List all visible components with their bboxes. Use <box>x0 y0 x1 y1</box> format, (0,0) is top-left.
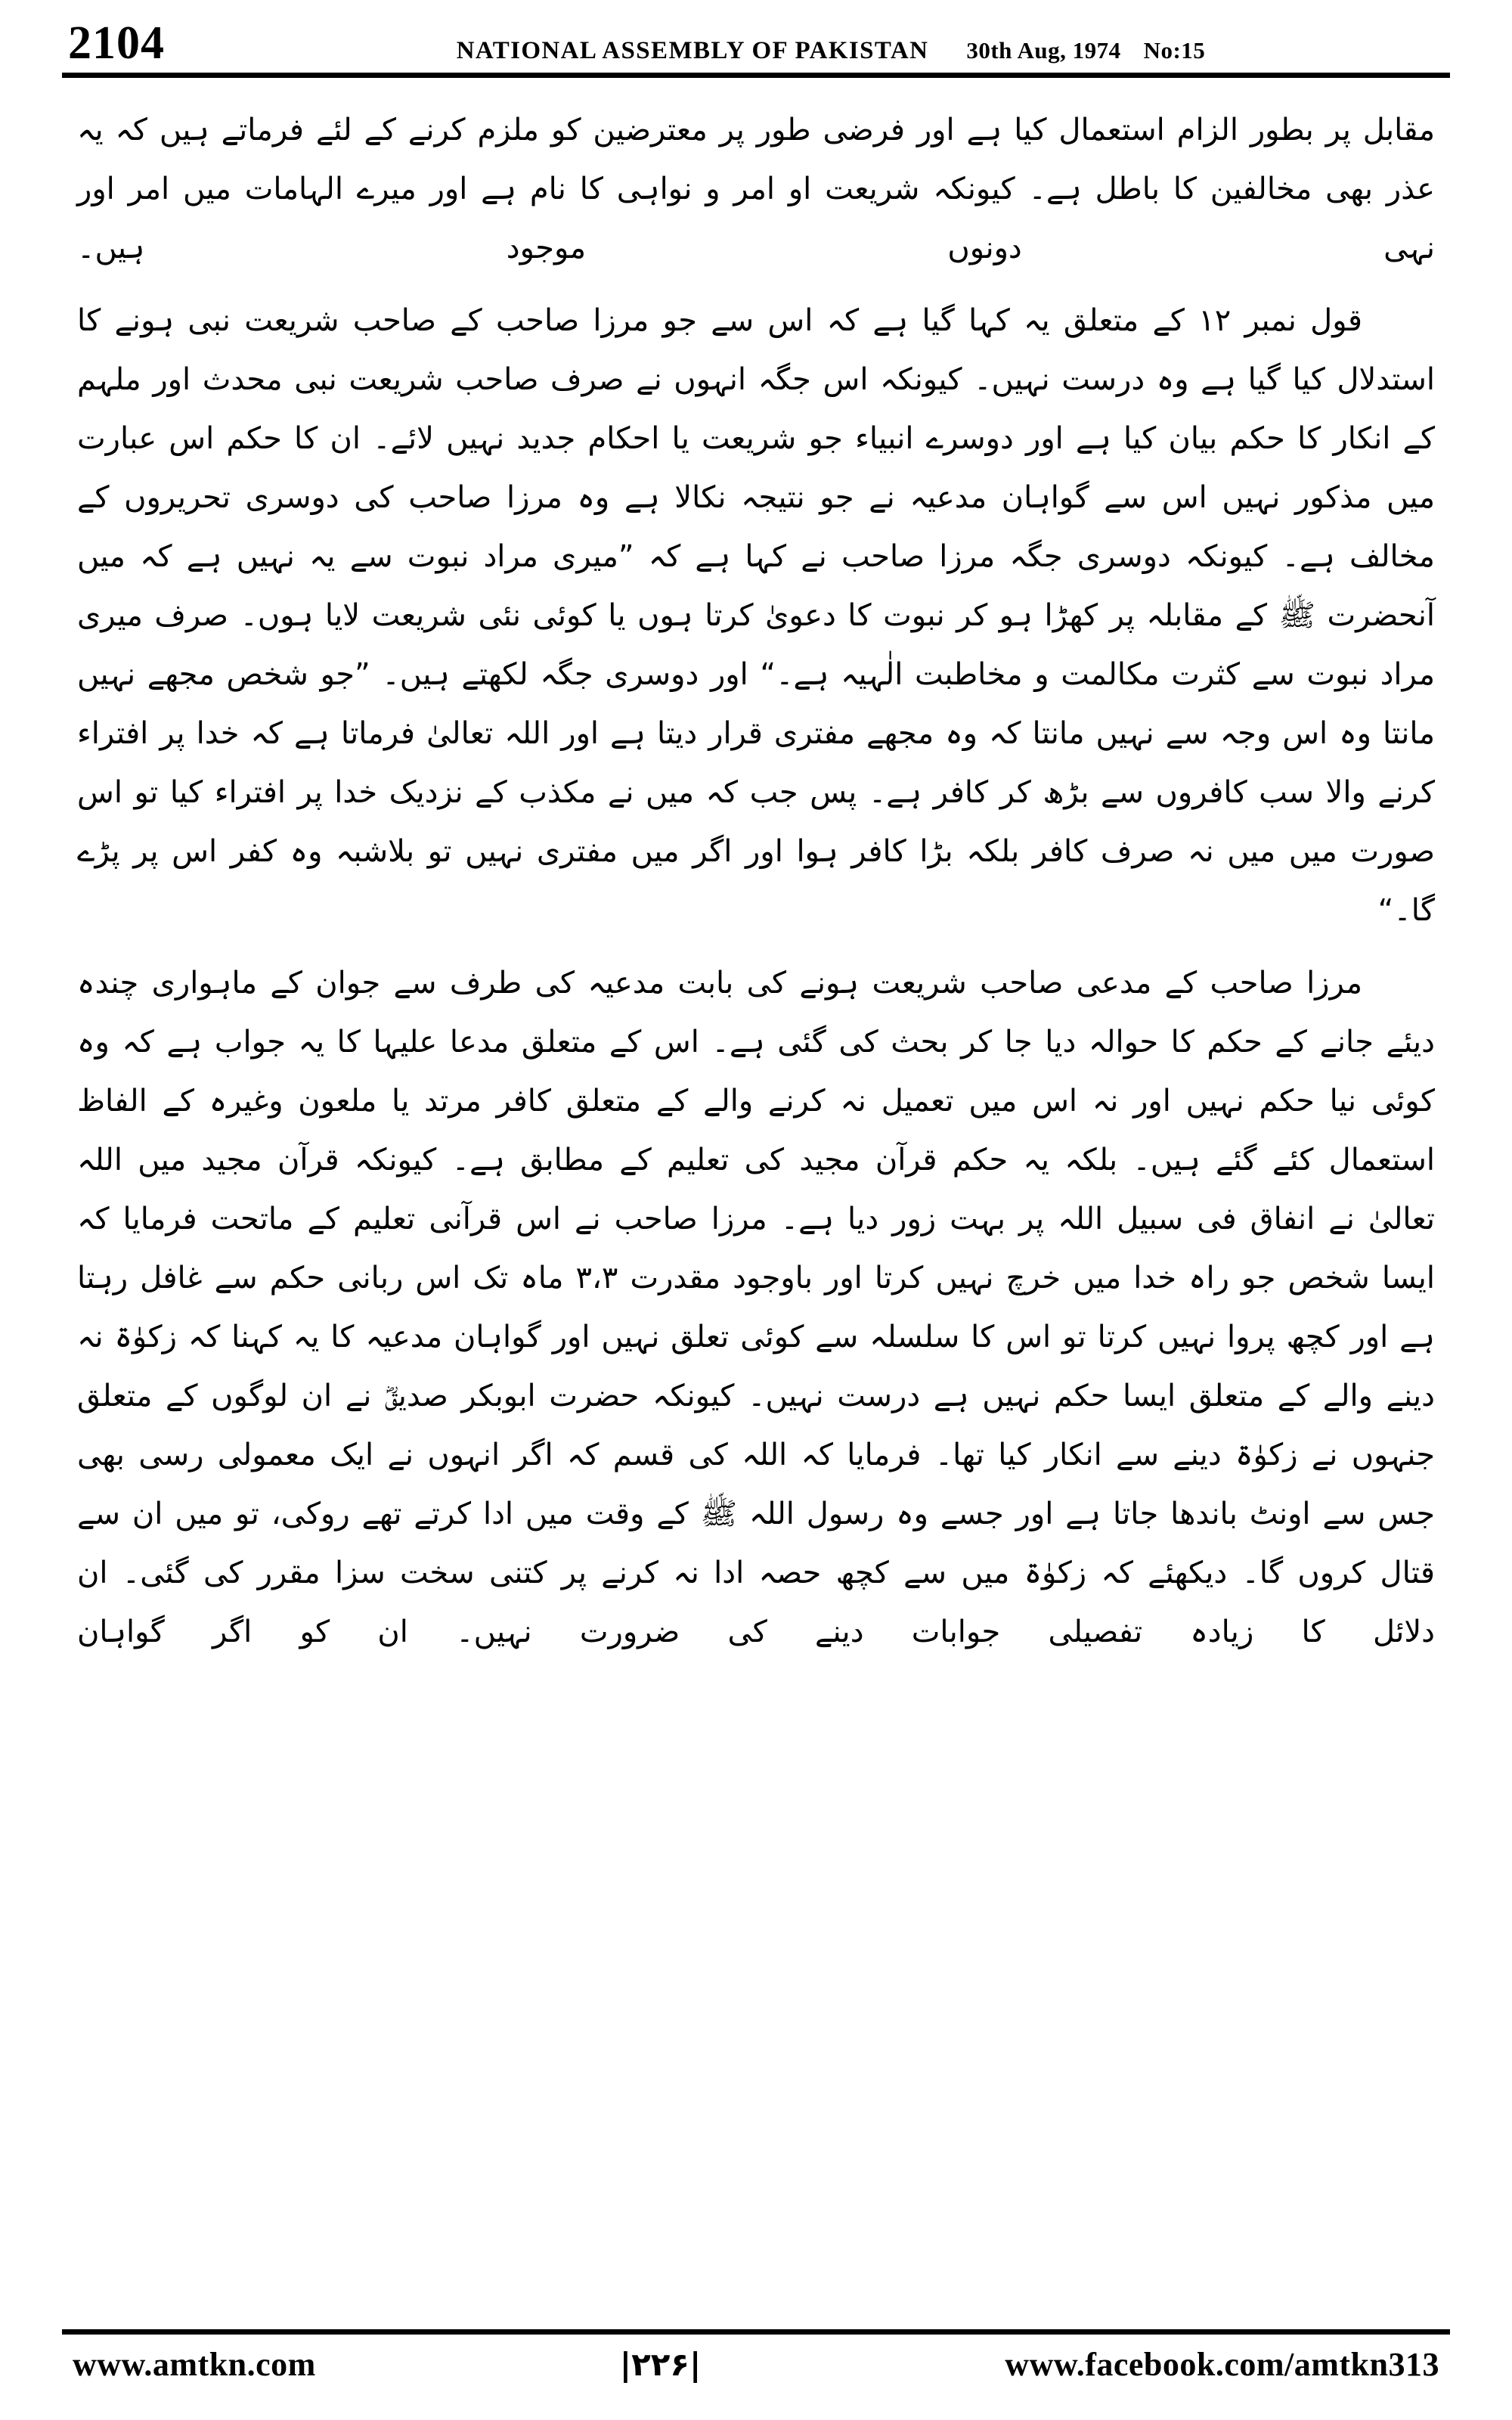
footer-website-link[interactable]: www.amtkn.com <box>73 2346 316 2383</box>
header-date: 30th Aug, 1974 <box>966 37 1121 64</box>
header-issue-number: No:15 <box>1143 37 1206 64</box>
footer-divider <box>62 2329 1450 2335</box>
paragraph-1: مقابل پر بطور الزام استعمال کیا ہے اور فرضی طور پر معترضین کو ملزم کرنے کے لئے فرماتے ہیں کہ یہ عذر بھی مخالفین کا باطل ہے۔ کیونکہ شریعت او امر و نواہی کا نام ہے اور میرے الہامات میں امر اور نہی دونوں موجود ہیں۔ <box>77 113 1435 265</box>
paragraph-2: قول نمبر ۱۲ کے متعلق یہ کہا گیا ہے کہ اس سے جو مرزا صاحب کے صاحب شریعت نبی ہونے کا استدلال کیا گیا ہے وہ درست نہیں۔ کیونکہ اس جگہ انہوں نے صرف صاحب شریعت نبی محدث اور ملہم کے انکار کا حکم بیان کیا ہے اور دوسرے انبیاء جو شریعت یا احکام جدید نہیں لائے۔ ان کا حکم اس عبارت میں مذکور نہیں اس سے گواہان مدعیہ نے جو نتیجہ نکالا ہے وہ مرزا صاحب کی دوسری تحریروں کے مخالف ہے۔ کیونکہ دوسری جگہ مرزا صاحب نے کہا ہے کہ ”میری مراد نبوت سے یہ نہیں ہے کہ میں آنحضرت ﷺ کے مقابلہ پر کھڑا ہو کر نبوت کا دعویٰ کرتا ہوں یا کوئی نئی شریعت لایا ہوں۔ صرف میری مراد نبوت سے کثرت مکالمت و مخاطبت الٰہیہ ہے۔“ اور دوسری جگہ لکھتے ہیں۔ ”جو شخص مجھے نہیں مانتا وہ اس وجہ سے نہیں مانتا کہ وہ مجھے مفتری قرار دیتا ہے اور اللہ تعالیٰ فرماتا ہے کہ خدا پر افتراء کرنے والا سب کافروں سے بڑھ کر کافر ہے۔ پس جب کہ میں نے مکذب کے نزدیک خدا پر افتراء کیا تو اس صورت میں میں نہ صرف کافر بلکہ بڑا کافر ہوا اور اگر میں مفتری نہیں تو بلاشبہ وہ کفر اس پر پڑے گا۔“ <box>77 303 1435 928</box>
footer-facebook-link[interactable]: www.facebook.com/amtkn313 <box>1005 2346 1439 2383</box>
page-header <box>54 0 1458 69</box>
header-center-group <box>204 37 1458 65</box>
header-divider <box>62 73 1450 78</box>
header-title: NATIONAL ASSEMBLY OF PAKISTAN <box>456 37 929 64</box>
footer-page-marker: |۲۲۶| <box>619 2346 702 2383</box>
paragraph-3: مرزا صاحب کے مدعی صاحب شریعت ہونے کی بابت مدعیہ کی طرف سے جوان کے ماہواری چندہ دیئے جانے کے حکم کا حوالہ دیا جا کر بحث کی گئی ہے۔ اس کے متعلق مدعا علیہا کا یہ جواب ہے کہ وہ کوئی نیا حکم نہیں اور نہ اس میں تعمیل نہ کرنے والے کے متعلق کافر مرتد یا ملعون وغیرہ کے الفاظ استعمال کئے گئے ہیں۔ بلکہ یہ حکم قرآن مجید کی تعلیم کے مطابق ہے۔ کیونکہ قرآن مجید میں اللہ تعالیٰ نے انفاق فی سبیل اللہ پر بہت زور دیا ہے۔ مرزا صاحب نے اس قرآنی تعلیم کے ماتحت فرمایا کہ ایسا شخص جو راہ خدا میں خرچ نہیں کرتا اور باوجود مقدرت ۳،۳ ماہ تک اس ربانی حکم سے غافل رہتا ہے اور کچھ پروا نہیں کرتا تو اس کا سلسلہ سے کوئی تعلق نہیں اور گواہان مدعیہ کا یہ کہنا کہ زکوٰۃ نہ دینے والے کے متعلق ایسا حکم نہیں ہے درست نہیں۔ کیونکہ حضرت ابوبکر صدیقؓ نے ان لوگوں کے متعلق جنہوں نے زکوٰۃ دینے سے انکار کیا تھا۔ فرمایا کہ اللہ کی قسم کہ اگر انہوں نے ایک معمولی رسی بھی جس سے اونٹ باندھا جاتا ہے اور جسے وہ رسول اللہ ﷺ کے وقت میں ادا کرتے تھے روکی، تو میں ان سے قتال کروں گا۔ دیکھئے کہ زکوٰۃ میں سے کچھ حصہ ادا نہ کرنے پر کتنی سخت سزا مقرر کی گئی۔ ان دلائل کا زیادہ تفصیلی جوابات دینے کی ضرورت نہیں۔ ان کو اگر گواہان <box>77 966 1436 1649</box>
page-footer <box>54 2329 1458 2384</box>
header-page-number: 2104 <box>68 17 165 69</box>
document-body <box>54 78 1458 1661</box>
